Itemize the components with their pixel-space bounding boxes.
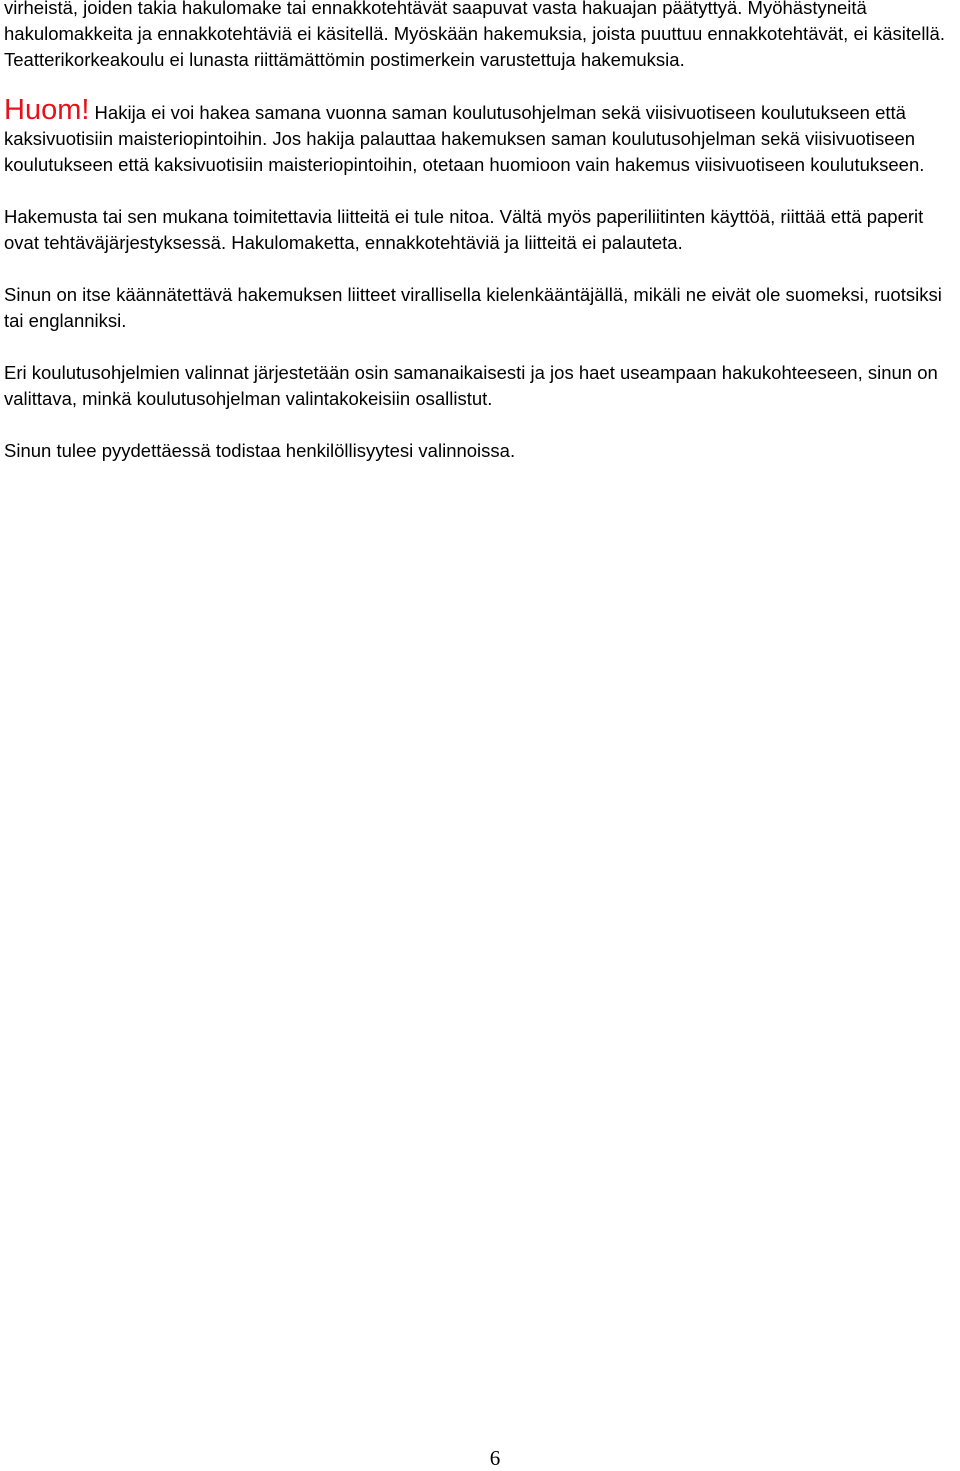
paragraph-3: Hakemusta tai sen mukana toimitettavia liitteitä ei tule nitoa. Vältä myös paperiliitinten käyttöä, riittää että paperit ovat tehtäväjärjestyksessä. Hakulomaketta, ennakkotehtäviä ja liitteitä ei palauteta.	[4, 206, 924, 253]
huom-label: Huom!	[4, 94, 90, 126]
paragraph-5: Eri koulutusohjelmien valinnat järjestetään osin samanaikaisesti ja jos haet useampaan hakukohteeseen, sinun on valittava, minkä koulutusohjelman valintakokeisiin osallistut.	[4, 362, 938, 409]
paragraph-4: Sinun on itse käännätettävä hakemuksen liitteet virallisella kielenkääntäjällä, mikäli ne eivät ole suomeksi, ruotsiksi tai englanniksi.	[4, 284, 942, 331]
document-body	[4, 0, 960, 464]
page-number: 6	[489, 1446, 501, 1470]
paragraph-1: virheistä, joiden takia hakulomake tai ennakkotehtävät saapuvat vasta hakuajan päätyttyä. Myöhästyneitä hakulomakkeita ja ennakkotehtäviä ei käsitellä. Myöskään hakemuksia, joista puuttuu ennakkotehtävät, ei käsitellä. Teatterikorkeakoulu ei lunasta riittämättömin postimerkein varustettuja hakemuksia.	[4, 0, 945, 70]
paragraph-2	[4, 94, 960, 178]
paragraph-2-text: Hakija ei voi hakea samana vuonna saman koulutusohjelman sekä viisivuotiseen koulutukseen että kaksivuotisiin maisteriopintoihin. Jos hakija palauttaa hakemuksen saman koulutusohjelman sekä viisivuotiseen koulutukseen että kaksivuotisiin maisteriopintoihin, otetaan huomioon vain hakemus viisivuotiseen koulutukseen.	[4, 102, 925, 175]
paragraph-6: Sinun tulee pyydettäessä todistaa henkilöllisyytesi valinnoissa.	[4, 440, 516, 461]
